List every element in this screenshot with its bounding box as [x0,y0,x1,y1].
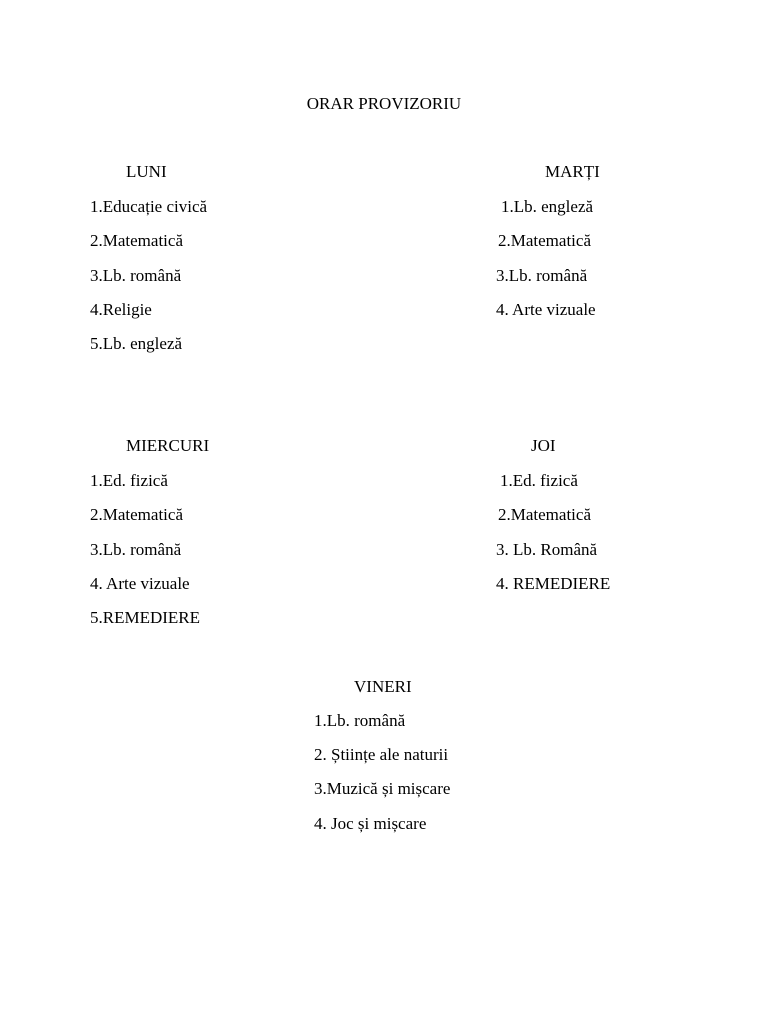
schedule-item: 1.Educație civică [90,197,208,216]
schedule-item: 3.Lb. română [90,540,182,559]
day-heading-marti: MARȚI [545,162,600,181]
schedule-item: 4.Religie [90,300,152,319]
schedule-item: 3.Muzică și mișcare [314,779,451,798]
schedule-item: 4. REMEDIERE [496,574,611,593]
schedule-item: 1.Lb. engleză [501,197,594,216]
schedule-item: 3.Lb. română [496,266,588,285]
schedule-item: 2. Științe ale naturii [314,745,449,764]
schedule-item: 5.REMEDIERE [90,608,201,627]
schedule-item: 4. Arte vizuale [90,574,190,593]
schedule-item: 3.Lb. română [90,266,182,285]
day-heading-miercuri: MIERCURI [126,436,210,455]
page-title: ORAR PROVIZORIU [306,94,462,113]
schedule-item: 1.Ed. fizică [90,471,168,490]
schedule-item: 2.Matematică [90,505,183,524]
schedule-item: 1.Lb. română [314,711,406,730]
day-heading-joi: JOI [531,436,556,455]
schedule-item: 2.Matematică [498,505,591,524]
schedule-item: 5.Lb. engleză [90,334,183,353]
schedule-item: 2.Matematică [498,231,591,250]
day-heading-luni: LUNI [126,162,167,181]
schedule-item: 4. Joc și mișcare [314,814,427,833]
schedule-item: 2.Matematică [90,231,183,250]
schedule-item: 1.Ed. fizică [500,471,578,490]
schedule-item: 3. Lb. Română [496,540,598,559]
schedule-item: 4. Arte vizuale [496,300,596,319]
day-heading-vineri: VINERI [354,677,412,696]
